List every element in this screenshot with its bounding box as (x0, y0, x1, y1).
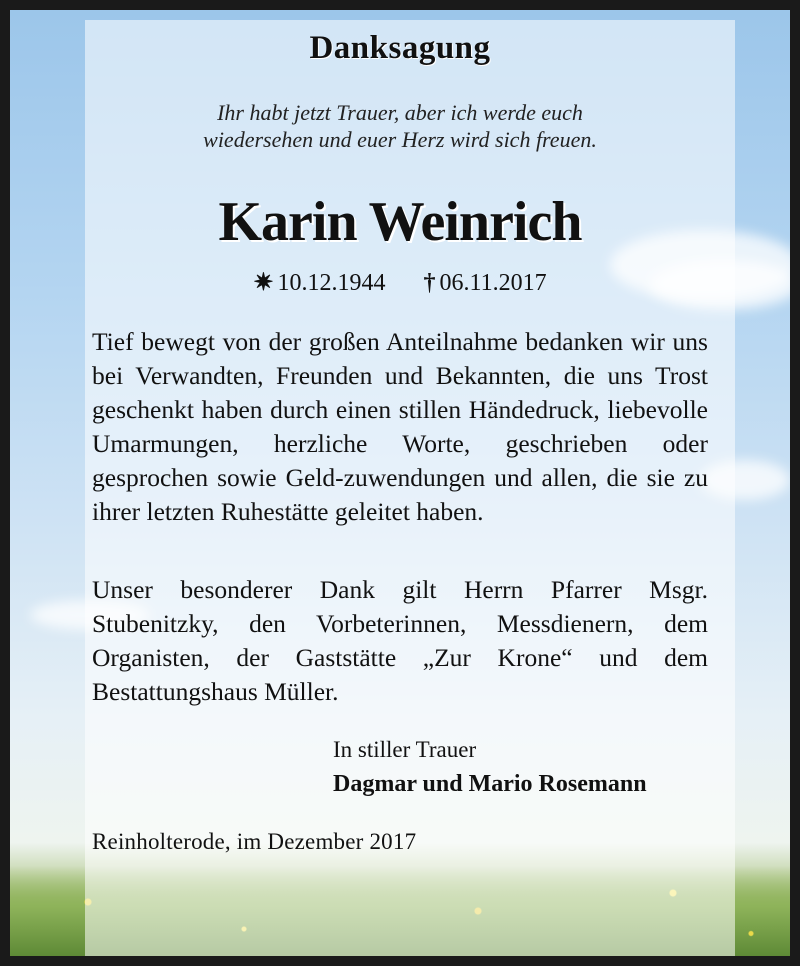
signature-names: Dagmar und Mario Rosemann (333, 771, 647, 797)
motto (0, 99, 800, 153)
page-title: Danksagung (309, 30, 491, 66)
motto-line: wiedersehen und euer Herz wird sich freuen. (203, 127, 597, 152)
special-thanks-paragraph: Unser besonderer Dank gilt Herrn Pfarrer Msgr. Stubenitzky, den Vorbeterinnen, Messdienern, dem Organisten, der Gaststätte „Zur Krone“ und dem Bestattungshaus Müller. (92, 575, 708, 706)
birth-star-icon: ✷ (253, 270, 274, 296)
death-date: 06.11.2017 (439, 270, 547, 296)
motto-line: Ihr habt jetzt Trauer, aber ich werde euch (217, 100, 583, 125)
death-cross-icon: † (423, 270, 436, 296)
birth-date: 10.12.1944 (277, 270, 386, 296)
signature-intro: In stiller Trauer (333, 737, 477, 762)
thanks-paragraph: Tief bewegt von der großen Anteilnahme bedanken wir uns bei Verwandten, Freunden und Bekannten, die uns Trost geschenkt haben durch einen stillen Händedruck, liebevolle Umarmungen, herzliche Worte, geschrieben oder gesprochen sowie Geld-zuwendungen und allen, die sie zu ihrer letzten Ruhestätte geleitet haben. (92, 327, 708, 526)
deceased-name: Karin Weinrich (218, 191, 582, 253)
place-and-date: Reinholterode, im Dezember 2017 (92, 829, 417, 854)
life-dates (0, 268, 800, 297)
